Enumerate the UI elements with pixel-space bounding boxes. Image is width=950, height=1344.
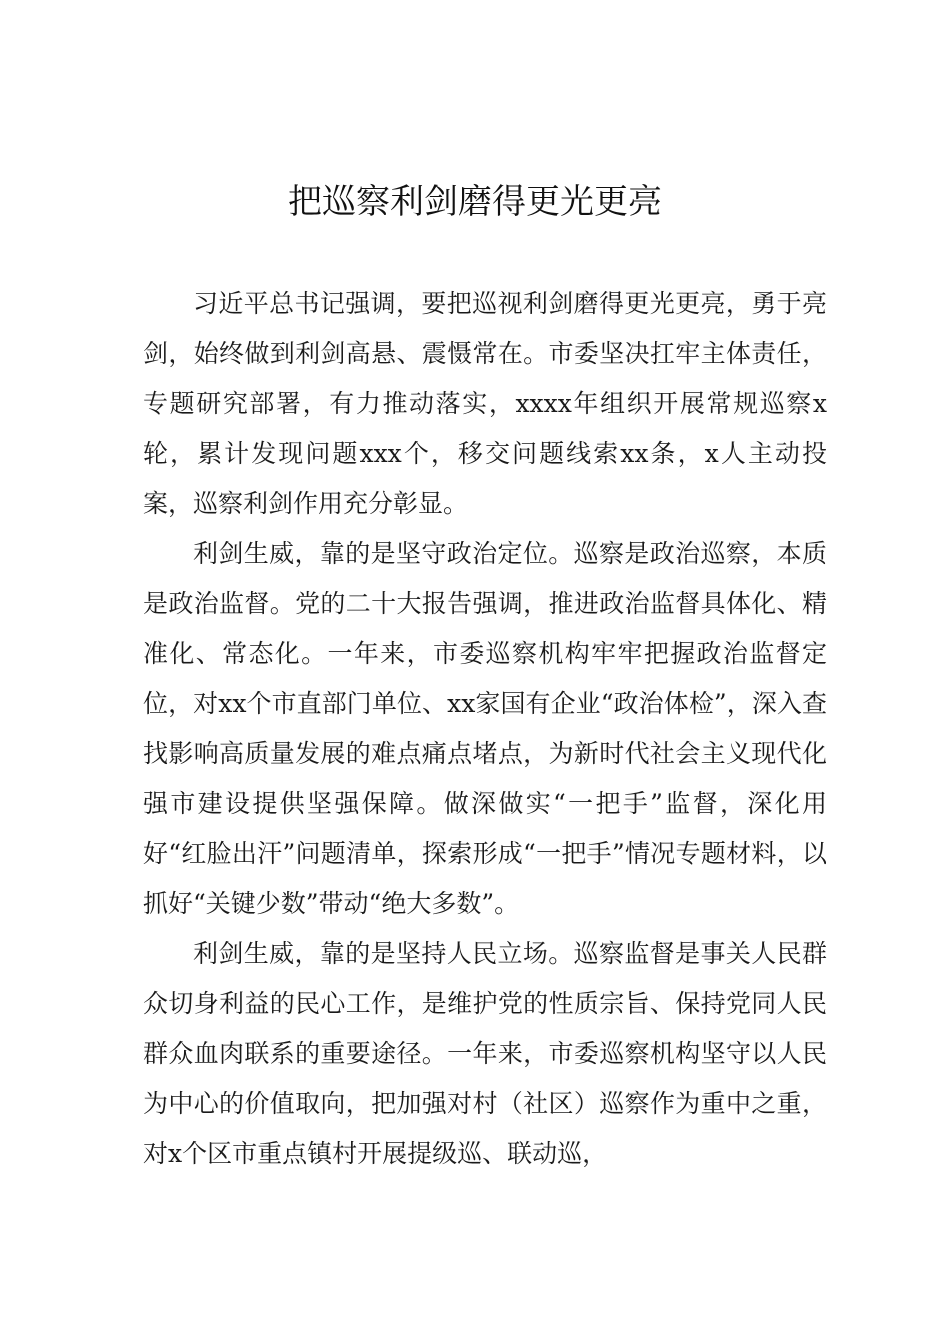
document-title: 把巡察利剑磨得更光更亮 (288, 182, 662, 222)
paragraph-2: 利剑生威，靠的是坚守政治定位。巡察是政治巡察，本质是政治监督。党的二十大报告强调，推进政治监督具体化、精准化、常态化。一年来，市委巡察机构牢牢把握政治监督定位，对xx个市直部门单位、xx家国有企业“政治体检”，深入查找影响高质量发展的难点痛点堵点，为新时代社会主义现代化强市建设提供坚强保障。做深做实“一把手”监督，深化用好“红脸出汗”问题清单，探索形成“一把手”情况专题材料，以抓好“关键少数”带动“绝大多数”。 (143, 539, 827, 918)
document-body (143, 279, 827, 1179)
paragraph-1: 习近平总书记强调，要把巡视利剑磨得更光更亮，勇于亮剑，始终做到利剑高悬、震慑常在。市委坚决扛牢主体责任，专题研究部署，有力推动落实，xxxx年组织开展常规巡察x轮，累计发现问题xxx个，移交问题线索xx条，x人主动投案，巡察利剑作用充分彰显。 (143, 289, 827, 518)
paragraph-3: 利剑生威，靠的是坚持人民立场。巡察监督是事关人民群众切身利益的民心工作，是维护党的性质宗旨、保持党同人民群众血肉联系的重要途径。一年来，市委巡察机构坚守以人民为中心的价值取向，把加强对村（社区）巡察作为重中之重，对x个区市重点镇村开展提级巡、联动巡， (143, 939, 827, 1168)
